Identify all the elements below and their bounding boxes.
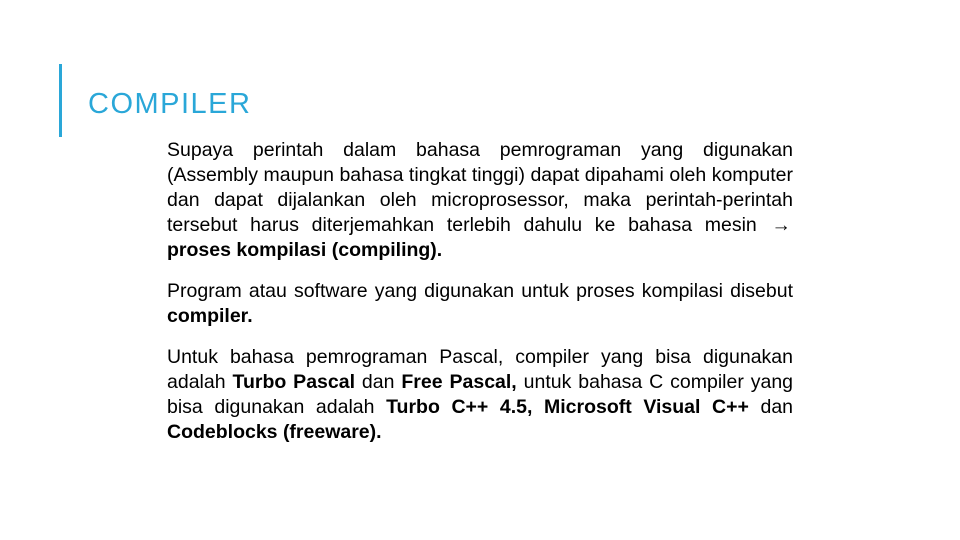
- examples-text-1: Untuk bahasa pemrograman Pascal, compiler yang bisa digunakan adalah: [167, 346, 793, 393]
- cpp-compilers-label: Turbo C++ 4.5, Microsoft Visual C++: [386, 396, 749, 418]
- title-accent-bar: [59, 64, 62, 137]
- paragraph-compiler-definition: [167, 279, 793, 329]
- examples-text-3: untuk bahasa C compiler yang bisa digunakan adalah: [167, 371, 794, 418]
- free-pascal-label: Free Pascal,: [401, 371, 517, 393]
- codeblocks-label: Codeblocks (freeware).: [167, 421, 382, 443]
- arrow-right-icon: →: [771, 214, 792, 236]
- paragraph-compiler-examples: [167, 345, 793, 445]
- slide-content: [167, 138, 793, 461]
- turbo-pascal-label: Turbo Pascal: [232, 371, 355, 393]
- examples-text-4: dan: [760, 396, 794, 418]
- paragraph-compilation-text: Supaya perintah dalam bahasa pemrograman yang digunakan (Assembly maupun bahasa tingkat tinggi) dapat dipahami oleh komputer dan dapat dijalankan oleh microprosessor, maka perintah-perintah tersebut harus diterjemahkan terlebih dahulu ke bahasa mesin: [167, 139, 793, 236]
- paragraph-compiler-text: Program atau software yang digunakan untuk proses kompilasi disebut: [167, 280, 793, 302]
- examples-text-2: dan: [361, 371, 395, 393]
- paragraph-compiler-bold: compiler.: [167, 305, 253, 327]
- slide-title: COMPILER: [88, 88, 252, 120]
- paragraph-compilation-bold: proses kompilasi (compiling).: [167, 239, 443, 261]
- paragraph-compilation: [167, 138, 793, 263]
